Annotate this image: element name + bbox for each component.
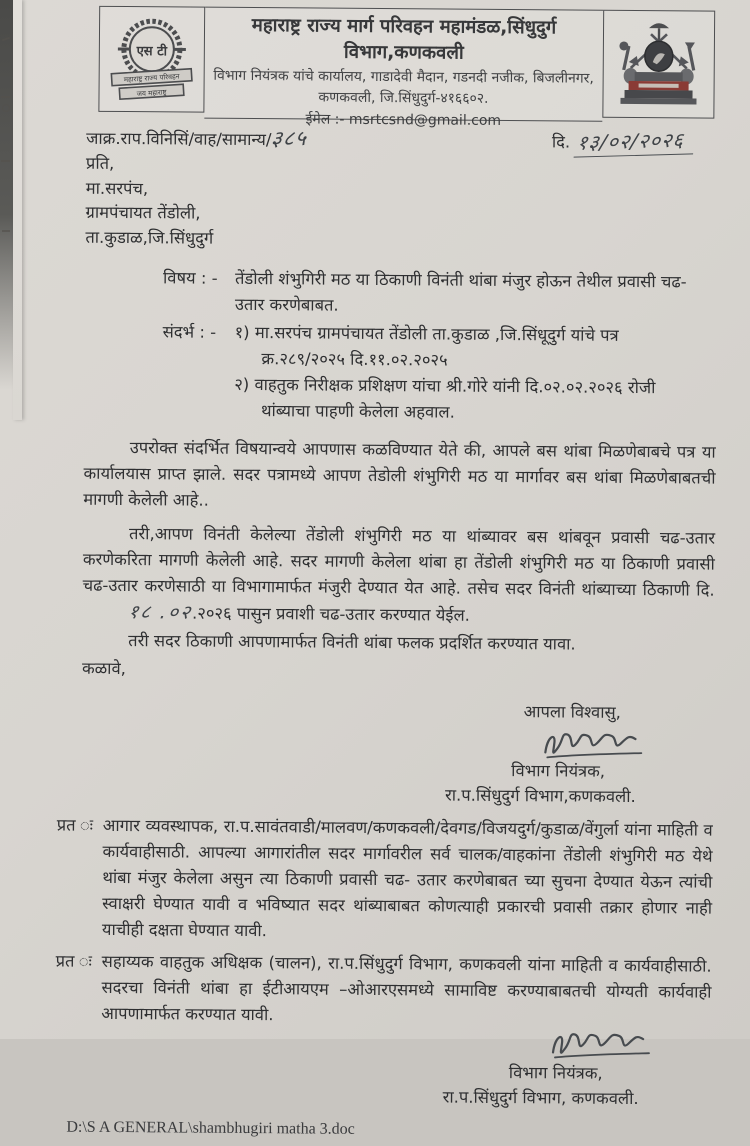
reference-label: संदर्भ : - xyxy=(162,319,235,424)
rajmudra-emblem xyxy=(602,10,715,119)
addressee-line: ता.कुडाळ,जि.सिंधुदुर्ग xyxy=(85,225,717,254)
msrtc-st-logo xyxy=(98,6,205,113)
salutation: आपला विश्वासु, xyxy=(524,699,714,725)
reference-row xyxy=(162,319,717,427)
org-email: ईमेल :- msrtcsnd@gmail.com xyxy=(212,108,594,133)
signature-scribble-icon xyxy=(549,1028,661,1063)
reference-items xyxy=(234,320,717,428)
addressee-line: प्रति, xyxy=(86,152,718,181)
cc-block-1 xyxy=(56,813,713,948)
addressee-line: ग्रामपंचायत तेंडोली, xyxy=(85,201,717,230)
cc-text: सहाय्यक वाहतुक अधिक्षक (चालन), रा.प.सिंधुदुर्ग विभाग, कणकवली यांना माहिती व कार्यवाहीसाठी. सदरचा विनंती थांबा हा ईटीआयएम –ओआरएसमध्ये सामाविष्ट करण्याबाबतची योग्यती कार्यवाही आपणामार्फत करण्यात यावी. xyxy=(101,949,712,1032)
cc-text: आगार व्यवस्थापक, रा.प.सावंतवाडी/मालवण/कणकवली/देवगड/विजयदुर्ग/कुडाळ/वेंगुर्ला यांना माहिती व कार्यवाहीसाठी. आपल्या आगारांतील सदर मार्गावरील सर्व चालक/वाहकांना तेंडोली शंभुगिरी मठ येथे थांबा मंजुर केलेला असुन त्या ठिकाणी प्रवासी चढ- उतार करणेबाबत च्या सुचना देण्यात येऊन त्यांची स्वाक्षरी घेण्यात यावी व भविष्यात सदर थांब्याबाबत कोणत्याही प्रकारची प्रवासी तक्रार होणार नाही याचीही दक्षता घेण्यात यावी. xyxy=(102,813,713,948)
reference-item2-cont: थांब्याचा पाहणी केलेला अहवाल. xyxy=(261,398,716,428)
cc-label: प्रत ः xyxy=(56,813,103,943)
reference-item1: १) मा.सरपंच ग्रामपंचायत तेंडोली ता.कुडाळ ,जि.सिंधूदुर्ग यांचे पत्र xyxy=(235,320,717,350)
date-handwritten: १३/०२/२०२६ xyxy=(574,126,696,157)
body-paragraph-2-text-end: .२०२६ पासुन प्रवाशी चढ-उतार करण्यात येईल. xyxy=(192,604,470,625)
subject-reference-block xyxy=(162,265,717,427)
cc-label: प्रत ः xyxy=(55,949,102,1027)
subject-line1: तेंडोली शंभुगिरी मठ या ठिकाणी विनंती थांबा मंजुर होऊन तेथील प्रवासी चढ- xyxy=(235,266,717,296)
signatory-title: विभाग नियंत्रक, xyxy=(511,758,713,785)
subject-row xyxy=(163,265,717,321)
signatory-org: रा.प.सिंधुदुर्ग विभाग,कणकवली. xyxy=(445,783,713,810)
addressee-line: मा.सरपंच, xyxy=(86,176,718,205)
document-file-path: D:\S A GENERAL\shambhugiri matha 3.doc xyxy=(66,1115,710,1146)
svg-text:एस टी: एस टी xyxy=(136,43,168,59)
body-paragraph-2 xyxy=(82,521,715,631)
cc-block-2 xyxy=(55,949,712,1032)
date-label: दि. xyxy=(552,132,570,151)
st-emblem-icon xyxy=(103,11,200,108)
addressee-block xyxy=(85,152,718,255)
signature-block-1 xyxy=(511,699,714,810)
subject-line2: उतार करणेबाबत. xyxy=(235,292,717,322)
signatory-org: रा.प.सिंधुदुर्ग विभाग, कणकवली. xyxy=(443,1085,711,1112)
outward-number-label: जाक्र.राप.विनिसिं/वाह/सामान्य/ xyxy=(86,129,271,149)
subject-text xyxy=(235,266,717,322)
reference-item2: २) वाहतुक निरीक्षक प्रशिक्षण यांचा श्री.गोरे यांनी दि.०२.०२.२०२६ रोजी xyxy=(234,372,716,402)
org-address-line1: विभाग नियंत्रक यांचे कार्यालय, गाडादेवी मैदान, गडनदी नजीक, बिजलीनगर, xyxy=(213,65,595,90)
body-paragraph-3: तरी सदर ठिकाणी आपणामार्फत विनंती थांबा फलक प्रदर्शित करण्यात यावा. xyxy=(82,628,714,659)
svg-text:महाराष्ट्र राज्य परिवहन: महाराष्ट्र राज्य परिवहन xyxy=(124,72,180,84)
body-paragraph-2-text: तरी,आपण विनंती केलेल्या तेंडोली शंभुगिरी मठ या थांब्यावर बस थांबवून प्रवासी चढ-उतार करणेकरिता मागणी केलेली आहे. सदर मागणी केलेला थांबा हा तेंडोली शंभुगिरी मठ या ठिकाणी प्रवासी चढ-उतार करणेसाठी या विभागामार्फत मंजुरी देण्यात येत आहे. तसेच सदर विनंती थांब्याच्या ठिकाणी दि. xyxy=(83,524,716,600)
subject-label: विषय : - xyxy=(163,265,235,318)
outward-number-handwritten: ३८५ xyxy=(270,125,309,152)
effective-date-handwritten: १८ .०२ xyxy=(81,599,194,626)
reference-item1-cont: क्र.२८९/२०२५ दि.११.०२.२०२५ xyxy=(261,346,716,376)
letter-date xyxy=(552,127,694,156)
outward-number xyxy=(86,124,307,154)
body-paragraph-1: उपरोक्त संदर्भित विषयान्वये आपणास कळविण्यात येते की, आपले बस थांबा मिळणेबाबचे पत्र या कार्यालयास प्राप्त झाले. सदर पत्रामध्ये आपण तेडोली शंभुगिरी मठ या मार्गावर बस थांबा मिळणेबाबतची मागणी केलेली आहे.. xyxy=(83,435,716,518)
signatory-title: विभाग नियंत्रक, xyxy=(509,1060,711,1087)
letterhead-text xyxy=(204,7,603,122)
signature-block-2 xyxy=(509,1028,712,1112)
letterhead xyxy=(98,6,715,123)
svg-text:जय महाराष्ट्र: जय महाराष्ट्र xyxy=(136,88,167,98)
closing-word: कळावे, xyxy=(82,656,714,687)
rajmudra-icon xyxy=(608,14,709,115)
org-address-line2: कणकवली, जि.सिंधुदुर्ग-४१६६०२. xyxy=(212,87,594,111)
org-name: महाराष्ट्र राज्य मार्ग परिवहन महामंडळ,सिंधुदुर्ग विभाग,कणकवली xyxy=(213,13,595,68)
